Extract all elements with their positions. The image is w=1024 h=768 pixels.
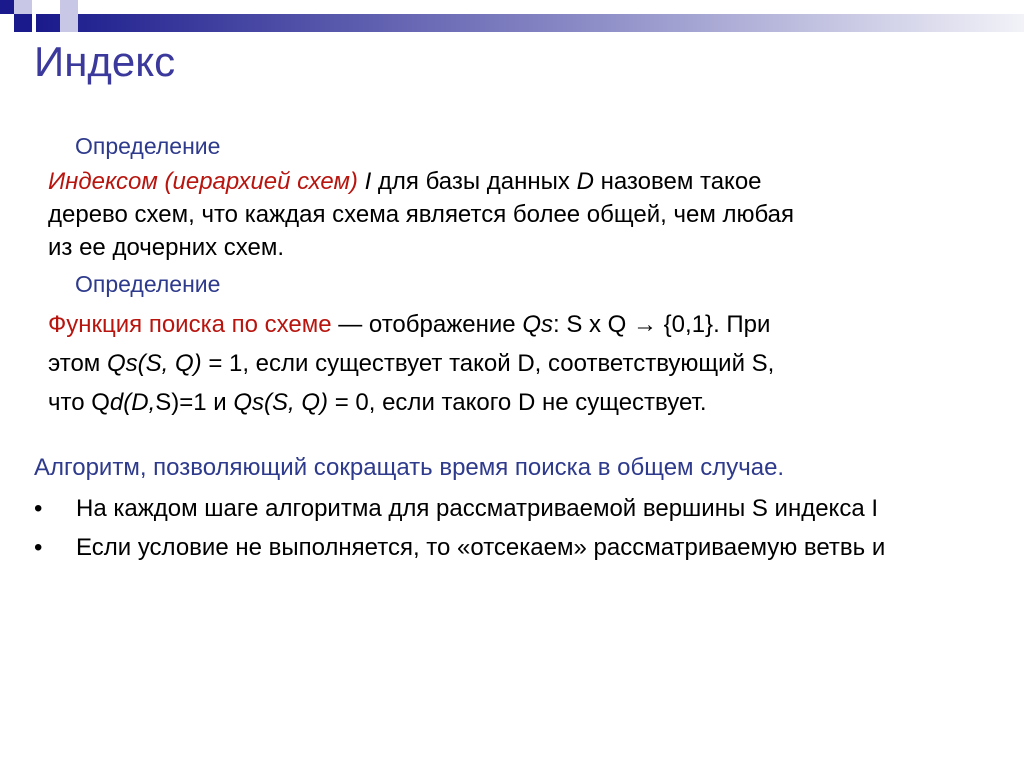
definition-1-line-2: дерево схем, что каждая схема является более общей, чем любая <box>48 201 795 228</box>
formula-qs: Qs(S, Q) <box>106 350 202 377</box>
term-index: Индексом (иерархией схем) <box>48 168 358 195</box>
definition-2-line-1 <box>48 308 770 341</box>
algorithm-heading: Алгоритм, позволяющий сокращать время поиска в общем случае. <box>34 454 785 481</box>
text-fragment: этом <box>48 350 101 377</box>
definition-heading: Определение <box>75 271 221 297</box>
text-fragment: назовем такое <box>600 168 762 195</box>
definition-2-line-3 <box>48 386 707 419</box>
text-fragment: для базы данных <box>377 168 570 195</box>
formula-qs: Qs(S, Q) <box>233 389 329 416</box>
slide-title: Индекс <box>34 38 176 85</box>
definition-heading: Определение <box>75 133 221 159</box>
deco-square <box>14 14 32 32</box>
bullet-icon: • <box>34 495 43 522</box>
text-fragment: — отображение <box>338 311 516 338</box>
text-fragment: : S x Q → {0,1}. При <box>552 311 771 338</box>
symbol-i: I <box>364 168 372 195</box>
text-fragment: S)=1 и <box>155 389 227 416</box>
bullet-text: Если условие не выполняется, то «отсекаем» рассматриваемую ветвь и <box>76 534 886 561</box>
deco-square <box>60 14 78 32</box>
symbol-d: D <box>576 168 594 195</box>
definition-2-line-2 <box>48 347 774 380</box>
header-decoration <box>0 0 1024 40</box>
deco-square <box>60 0 78 14</box>
deco-square <box>0 0 14 14</box>
bullet-text: На каждом шаге алгоритма для рассматриваемой вершины S индекса I <box>76 495 879 522</box>
text-fragment: что Q <box>48 389 110 416</box>
definition-1-line-3: из ее дочерних схем. <box>48 234 285 261</box>
gradient-bar <box>36 14 1024 32</box>
term-search-function: Функция поиска по схеме <box>48 311 332 338</box>
deco-square <box>14 0 32 14</box>
definition-1-line-1 <box>48 165 762 198</box>
bullet-icon: • <box>34 534 43 561</box>
text-fragment: = 1, если существует такой D, соответствующий S, <box>208 350 775 377</box>
symbol-qs: Qs <box>522 311 553 338</box>
formula-d: d(D, <box>109 389 156 416</box>
text-fragment: = 0, если такого D не существует. <box>334 389 707 416</box>
